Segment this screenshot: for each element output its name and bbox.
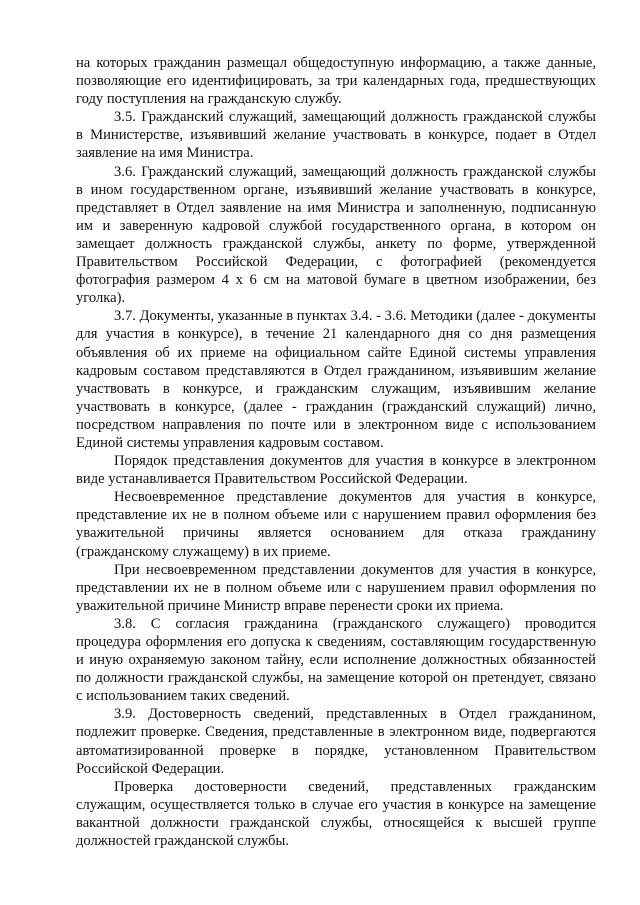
paragraph-continuation: на которых гражданин размещал общедоступную информацию, а также данные, позволяющие его идентифицировать, за три календарных года, предшествующих году поступления на гражданскую службу. xyxy=(76,55,596,108)
paragraph-late-submission-extension: При несвоевременном представлении документов для участия в конкурсе, представлении их не в полном объеме или с нарушением правил оформления по уважительной причине Министр вправе перенести сроки их приема. xyxy=(76,561,596,614)
paragraph-3-9: 3.9. Достоверность сведений, представленных в Отдел гражданином, подлежит проверке. Сведения, представленные в электронном виде, подвергаются автоматизированной проверке в порядке, установленном Правительством Российской Федерации. xyxy=(76,706,596,777)
paragraph-3-7: 3.7. Документы, указанные в пунктах 3.4. - 3.6. Методики (далее - документы для участия в конкурсе), в течение 21 календарного дня со дня размещения объявления об их приеме на официальном сайте Единой системы управления кадровым составом представляются в Отдел гражданином, изъявившим желание участвовать в конкурсе, и гражданским служащим, изъявившим желание участвовать в конкурсе, (далее - гражданин (гражданский служащий) лично, посредством направления по почте или в электронном виде с использованием Единой системы управления кадровым составом. xyxy=(76,308,596,451)
paragraph-3-5: 3.5. Гражданский служащий, замещающий должность гражданской службы в Министерстве, изъявивший желание участвовать в конкурсе, подает в Отдел заявление на имя Министра. xyxy=(76,109,596,162)
paragraph-electronic-procedure: Порядок представления документов для участия в конкурсе в электронном виде устанавливается Правительством Российской Федерации. xyxy=(76,453,596,488)
paragraph-3-8: 3.8. С согласия гражданина (гражданского служащего) проводится процедура оформления его допуска к сведениям, составляющим государственную и иную охраняемую законом тайну, если исполнение должностных обязанностей по должности гражданской службы, на замещение которой он претендует, связано с использованием таких сведений. xyxy=(76,615,596,705)
paragraph-late-submission-refusal: Несвоевременное представление документов для участия в конкурсе, представление их не в полном объеме или с нарушением правил оформления без уважительной причины является основанием для отказа гражданину (гражданскому служащему) в их приеме. xyxy=(76,489,596,560)
document-page xyxy=(76,54,596,850)
paragraph-3-6: 3.6. Гражданский служащий, замещающий должность гражданской службы в ином государственном органе, изъявивший желание участвовать в конкурсе, представляет в Отдел заявление на имя Министра и заполненную, подписанную им и заверенную кадровой службой государственного органа, в котором он замещает должность гражданской службы, анкету по форме, утвержденной Правительством Российской Федерации, с фотографией (рекомендуется фотография размером 4 х 6 см на матовой бумаге в цветном изображении, без уголка). xyxy=(76,163,596,307)
paragraph-verification: Проверка достоверности сведений, представленных гражданским служащим, осуществляется только в случае его участия в конкурсе на замещение вакантной должности гражданской службы, относящейся к высшей группе должностей гражданской службы. xyxy=(76,778,596,850)
